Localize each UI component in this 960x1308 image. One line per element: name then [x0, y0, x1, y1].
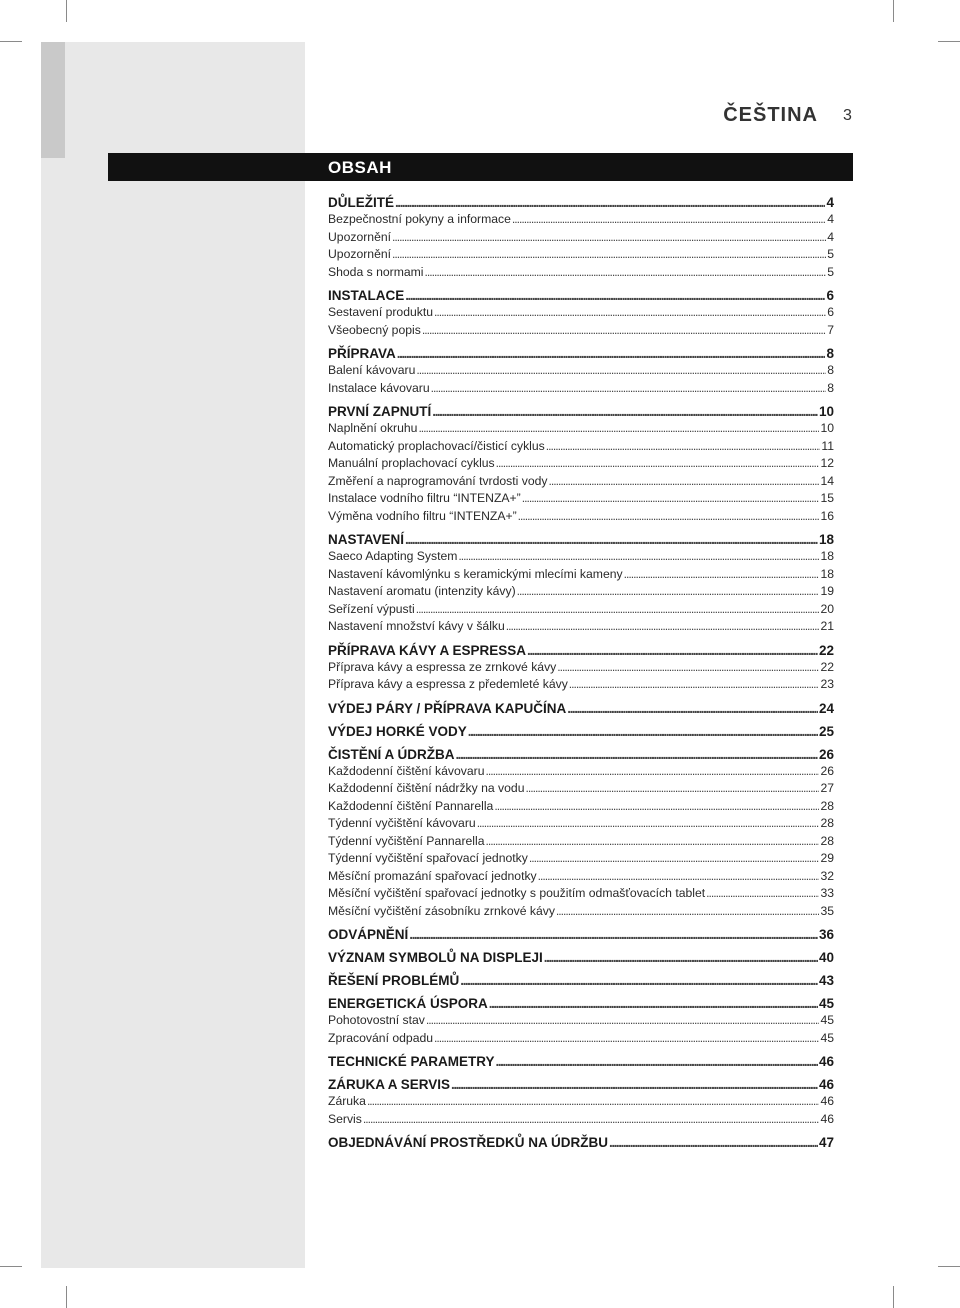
- toc-leader-dots: [546, 438, 821, 456]
- toc-item-page: 35: [820, 903, 834, 918]
- toc-section-title: PŘÍPRAVA: [328, 346, 396, 361]
- toc-item-page: 8: [827, 363, 834, 377]
- toc-item-page: 7: [827, 322, 834, 337]
- toc-item-page: 45: [820, 1013, 834, 1027]
- toc-leader-dots: [477, 815, 820, 833]
- toc-item-page: 19: [820, 584, 834, 598]
- toc-item-title: Pohotovostní stav: [328, 1013, 425, 1027]
- toc-item-page: 32: [820, 868, 834, 883]
- toc-item[interactable]: [328, 659, 834, 677]
- toc-item-page: 5: [827, 264, 834, 279]
- toc-item-page: 46: [820, 1094, 834, 1108]
- gray-sidebar-panel: [41, 42, 305, 1268]
- toc-leader-dots: [512, 211, 826, 229]
- toc-item-page: 6: [827, 305, 834, 319]
- toc-section-page: 43: [818, 973, 834, 988]
- toc-leader-dots: [405, 287, 825, 304]
- toc-item-page: 33: [820, 886, 834, 900]
- toc-leader-dots: [426, 1012, 820, 1030]
- toc-item-title: Automatický proplachovací/čisticí cyklus: [328, 438, 545, 453]
- toc-item-title: Výměna vodního filtru “INTENZA+”: [328, 508, 517, 523]
- language-heading: ČEŠTINA: [723, 104, 818, 126]
- toc-item[interactable]: [328, 455, 834, 473]
- toc-section[interactable]: [328, 926, 834, 943]
- toc-leader-dots: [468, 723, 818, 740]
- toc-item-page: 11: [821, 438, 834, 453]
- toc-item-title: Měsíční vyčištění zásobníku zrnkové kávy: [328, 903, 555, 918]
- toc-leader-dots: [458, 548, 819, 566]
- toc-item-page: 14: [820, 473, 834, 488]
- toc-section-page: 25: [818, 723, 834, 739]
- toc-item-page: 28: [820, 798, 834, 813]
- toc-leader-dots: [567, 700, 818, 717]
- toc-leader-dots: [363, 1111, 820, 1129]
- toc-item[interactable]: [328, 903, 834, 921]
- toc-item[interactable]: [328, 211, 834, 229]
- toc-item[interactable]: [328, 473, 834, 491]
- toc-item[interactable]: [328, 548, 834, 566]
- toc-item-page: 27: [820, 781, 834, 795]
- crop-mark-tl-v: [66, 0, 67, 22]
- toc-leader-dots: [557, 659, 819, 677]
- toc-leader-dots: [548, 473, 819, 491]
- toc-leader-dots: [418, 420, 819, 438]
- toc-item-title: Každodenní čištění nádržky na vodu: [328, 781, 525, 795]
- toc-leader-dots: [525, 780, 819, 798]
- toc-section[interactable]: [328, 287, 834, 304]
- toc-leader-dots: [706, 885, 819, 903]
- toc-leader-dots: [409, 926, 818, 943]
- toc-section-title: DŮLEŽITÉ: [328, 195, 394, 210]
- toc-item[interactable]: [328, 583, 834, 601]
- toc-item-title: Změření a naprogramování tvrdosti vody: [328, 473, 548, 488]
- toc-item-title: Týdenní vyčištění Pannarella: [328, 833, 485, 848]
- toc-leader-dots: [489, 995, 818, 1012]
- toc-item-title: Měsíční promazání spařovací jednotky: [328, 868, 537, 883]
- toc-item[interactable]: [328, 246, 834, 264]
- toc-item-title: Sestavení produktu: [328, 305, 434, 319]
- toc-section-title: PRVNÍ ZAPNUTÍ: [328, 404, 432, 419]
- toc-item-page: 26: [820, 763, 834, 778]
- toc-leader-dots: [486, 833, 820, 851]
- toc-item-page: 18: [820, 566, 834, 581]
- toc-item[interactable]: [328, 380, 834, 398]
- toc-item-title: Bezpečnostní pokyny a informace: [328, 212, 511, 226]
- toc-section-title: NASTAVENÍ: [328, 532, 405, 547]
- toc-section-title: ODVÁPNĚNÍ: [328, 927, 409, 942]
- toc-item[interactable]: [328, 362, 834, 380]
- toc-section-page: 47: [818, 1135, 834, 1150]
- toc-section-title: PŘÍPRAVA KÁVY A ESPRESSA: [328, 642, 527, 658]
- toc-leader-dots: [556, 903, 820, 921]
- toc-section[interactable]: [328, 531, 834, 548]
- toc-item-page: 28: [820, 816, 834, 830]
- toc-leader-dots: [397, 345, 826, 362]
- toc-item-title: Příprava kávy a espressa ze zrnkové kávy: [328, 659, 557, 674]
- toc-section[interactable]: [328, 700, 834, 717]
- toc-item[interactable]: [328, 508, 834, 526]
- toc-leader-dots: [392, 246, 826, 264]
- table-of-contents: [328, 190, 834, 1151]
- toc-item-page: 16: [820, 508, 834, 523]
- toc-item[interactable]: [328, 618, 834, 636]
- toc-item[interactable]: [328, 304, 834, 322]
- toc-item[interactable]: [328, 676, 834, 694]
- toc-item-title: Každodenní čištění kávovaru: [328, 763, 485, 778]
- toc-section-page: 10: [818, 404, 834, 419]
- crop-mark-tr-h: [938, 41, 960, 42]
- toc-section[interactable]: [328, 403, 834, 420]
- toc-item-title: Manuální proplachovací cyklus: [328, 456, 495, 470]
- toc-section-page: 18: [818, 532, 834, 547]
- toc-leader-dots: [460, 972, 818, 989]
- toc-section-title: ČISTĚNÍ A ÚDRŽBA: [328, 746, 455, 762]
- toc-item-title: Záruka: [328, 1094, 366, 1108]
- toc-section-title: ENERGETICKÁ ÚSPORA: [328, 996, 488, 1011]
- toc-section-title: ŘEŠENÍ PROBLÉMŮ: [328, 973, 460, 988]
- toc-item-page: 46: [820, 1111, 834, 1126]
- toc-section[interactable]: [328, 1134, 834, 1151]
- toc-leader-dots: [451, 1076, 818, 1093]
- toc-section-page: 8: [826, 346, 834, 361]
- toc-section[interactable]: [328, 194, 834, 211]
- toc-item[interactable]: [328, 833, 834, 851]
- toc-item[interactable]: [328, 763, 834, 781]
- toc-title-bar: [108, 153, 853, 181]
- toc-leader-dots: [434, 304, 826, 322]
- toc-item[interactable]: [328, 1111, 834, 1129]
- toc-item-title: Shoda s normami: [328, 264, 424, 279]
- toc-item-page: 15: [820, 491, 834, 505]
- sidebar-tab: [41, 42, 65, 158]
- toc-leader-dots: [392, 229, 826, 247]
- toc-item[interactable]: [328, 322, 834, 340]
- crop-mark-br-h: [938, 1266, 960, 1267]
- toc-item-page: 4: [827, 212, 834, 226]
- toc-leader-dots: [367, 1093, 820, 1111]
- toc-section-page: 26: [818, 746, 834, 762]
- toc-leader-dots: [494, 798, 819, 816]
- toc-section-title: VÝZNAM SYMBOLŮ NA DISPLEJI: [328, 950, 543, 965]
- toc-item-page: 45: [820, 1030, 834, 1045]
- toc-item-title: Servis: [328, 1111, 362, 1126]
- toc-item[interactable]: [328, 229, 834, 247]
- toc-leader-dots: [422, 322, 826, 340]
- toc-item-page: 10: [820, 421, 834, 435]
- crop-mark-br-v: [893, 1286, 894, 1308]
- toc-item-title: Saeco Adapting System: [328, 549, 458, 563]
- toc-leader-dots: [432, 403, 818, 420]
- toc-section[interactable]: [328, 949, 834, 966]
- toc-item[interactable]: [328, 815, 834, 833]
- toc-item-title: Instalace vodního filtru “INTENZA+”: [328, 491, 521, 505]
- toc-leader-dots: [431, 380, 827, 398]
- toc-item[interactable]: [328, 490, 834, 508]
- toc-leader-dots: [569, 676, 820, 694]
- toc-item[interactable]: [328, 566, 834, 584]
- toc-item-title: Nastavení množství kávy v šálku: [328, 619, 505, 633]
- toc-leader-dots: [496, 1053, 818, 1070]
- toc-leader-dots: [517, 583, 820, 601]
- toc-section-page: 4: [826, 195, 834, 210]
- toc-leader-dots: [405, 531, 818, 548]
- toc-item-page: 21: [820, 619, 834, 633]
- toc-section-page: 40: [818, 950, 834, 965]
- toc-section[interactable]: [328, 345, 834, 362]
- toc-item-title: Týdenní vyčištění kávovaru: [328, 816, 476, 830]
- page-number: 3: [843, 107, 852, 124]
- toc-item[interactable]: [328, 1093, 834, 1111]
- toc-leader-dots: [544, 949, 818, 966]
- toc-leader-dots: [425, 264, 827, 282]
- toc-item-title: Všeobecný popis: [328, 322, 421, 337]
- toc-item-page: 28: [820, 833, 834, 848]
- toc-item-title: Měsíční vyčištění spařovací jednotky s použitím odmašťovacích tablet: [328, 886, 706, 900]
- toc-section-title: VÝDEJ PÁRY / PŘÍPRAVA KAPUČÍNA: [328, 700, 567, 716]
- toc-section-page: 36: [818, 927, 834, 942]
- crop-mark-tr-v: [893, 0, 894, 22]
- toc-item[interactable]: [328, 780, 834, 798]
- crop-mark-bl-v: [66, 1286, 67, 1308]
- toc-section[interactable]: [328, 746, 834, 763]
- toc-section[interactable]: [328, 1076, 834, 1093]
- toc-leader-dots: [522, 490, 820, 508]
- toc-section-title: TECHNICKÉ PARAMETRY: [328, 1054, 495, 1069]
- toc-item[interactable]: [328, 885, 834, 903]
- toc-leader-dots: [416, 601, 820, 619]
- toc-section-title: ZÁRUKA A SERVIS: [328, 1077, 451, 1092]
- toc-item[interactable]: [328, 1030, 834, 1048]
- toc-leader-dots: [395, 194, 825, 211]
- toc-leader-dots: [416, 362, 826, 380]
- toc-leader-dots: [609, 1134, 818, 1151]
- toc-item-page: 5: [827, 247, 834, 261]
- toc-item[interactable]: [328, 601, 834, 619]
- toc-leader-dots: [529, 850, 820, 868]
- toc-item-title: Seřízení výpusti: [328, 601, 415, 616]
- toc-section-page: 6: [826, 288, 834, 303]
- toc-item[interactable]: [328, 438, 834, 456]
- toc-item-title: Každodenní čištění Pannarella: [328, 798, 494, 813]
- toc-leader-dots: [496, 455, 820, 473]
- toc-section[interactable]: [328, 972, 834, 989]
- toc-leader-dots: [624, 566, 820, 584]
- toc-item-title: Upozornění: [328, 229, 392, 244]
- toc-leader-dots: [486, 763, 820, 781]
- toc-item-page: 18: [820, 549, 834, 563]
- toc-item[interactable]: [328, 264, 834, 282]
- toc-section-title: VÝDEJ HORKÉ VODY: [328, 723, 467, 739]
- toc-section-title: OBJEDNÁVÁNÍ PROSTŘEDKŮ NA ÚDRŽBU: [328, 1135, 609, 1150]
- toc-item-title: Instalace kávovaru: [328, 380, 430, 395]
- toc-item-title: Týdenní vyčištění spařovací jednotky: [328, 851, 528, 865]
- toc-leader-dots: [434, 1030, 819, 1048]
- toc-section[interactable]: [328, 723, 834, 740]
- toc-item-page: 23: [820, 677, 834, 691]
- toc-item-title: Příprava kávy a espressa z předemleté kávy: [328, 677, 568, 691]
- toc-leader-dots: [538, 868, 820, 886]
- toc-title: OBSAH: [328, 158, 392, 177]
- toc-item-title: Balení kávovaru: [328, 363, 416, 377]
- toc-item-title: Nastavení aromatu (intenzity kávy): [328, 584, 516, 598]
- toc-item-page: 29: [820, 851, 834, 865]
- toc-section[interactable]: [328, 1053, 834, 1070]
- toc-section-page: 46: [818, 1077, 834, 1092]
- toc-item-title: Zpracování odpadu: [328, 1030, 434, 1045]
- toc-item-title: Upozornění: [328, 247, 392, 261]
- toc-section-page: 46: [818, 1054, 834, 1069]
- toc-item-title: Naplnění okruhu: [328, 421, 418, 435]
- toc-leader-dots: [518, 508, 820, 526]
- toc-item[interactable]: [328, 1012, 834, 1030]
- toc-item-page: 8: [827, 380, 834, 395]
- toc-item-page: 20: [820, 601, 834, 616]
- toc-section-page: 24: [818, 700, 834, 716]
- toc-item-page: 12: [820, 456, 834, 470]
- toc-leader-dots: [456, 746, 818, 763]
- toc-section-title: INSTALACE: [328, 288, 405, 303]
- toc-item-page: 4: [827, 229, 834, 244]
- toc-section[interactable]: [328, 642, 834, 659]
- toc-item[interactable]: [328, 798, 834, 816]
- toc-item[interactable]: [328, 868, 834, 886]
- toc-section-page: 22: [818, 642, 834, 658]
- toc-section-page: 45: [818, 996, 834, 1011]
- toc-item[interactable]: [328, 850, 834, 868]
- toc-item[interactable]: [328, 420, 834, 438]
- toc-item-page: 22: [820, 659, 834, 674]
- toc-leader-dots: [506, 618, 820, 636]
- toc-item-title: Nastavení kávomlýnku s keramickými mlecími kameny: [328, 566, 623, 581]
- crop-mark-bl-h: [0, 1266, 22, 1267]
- toc-section[interactable]: [328, 995, 834, 1012]
- crop-mark-tl-h: [0, 41, 22, 42]
- toc-leader-dots: [527, 642, 818, 659]
